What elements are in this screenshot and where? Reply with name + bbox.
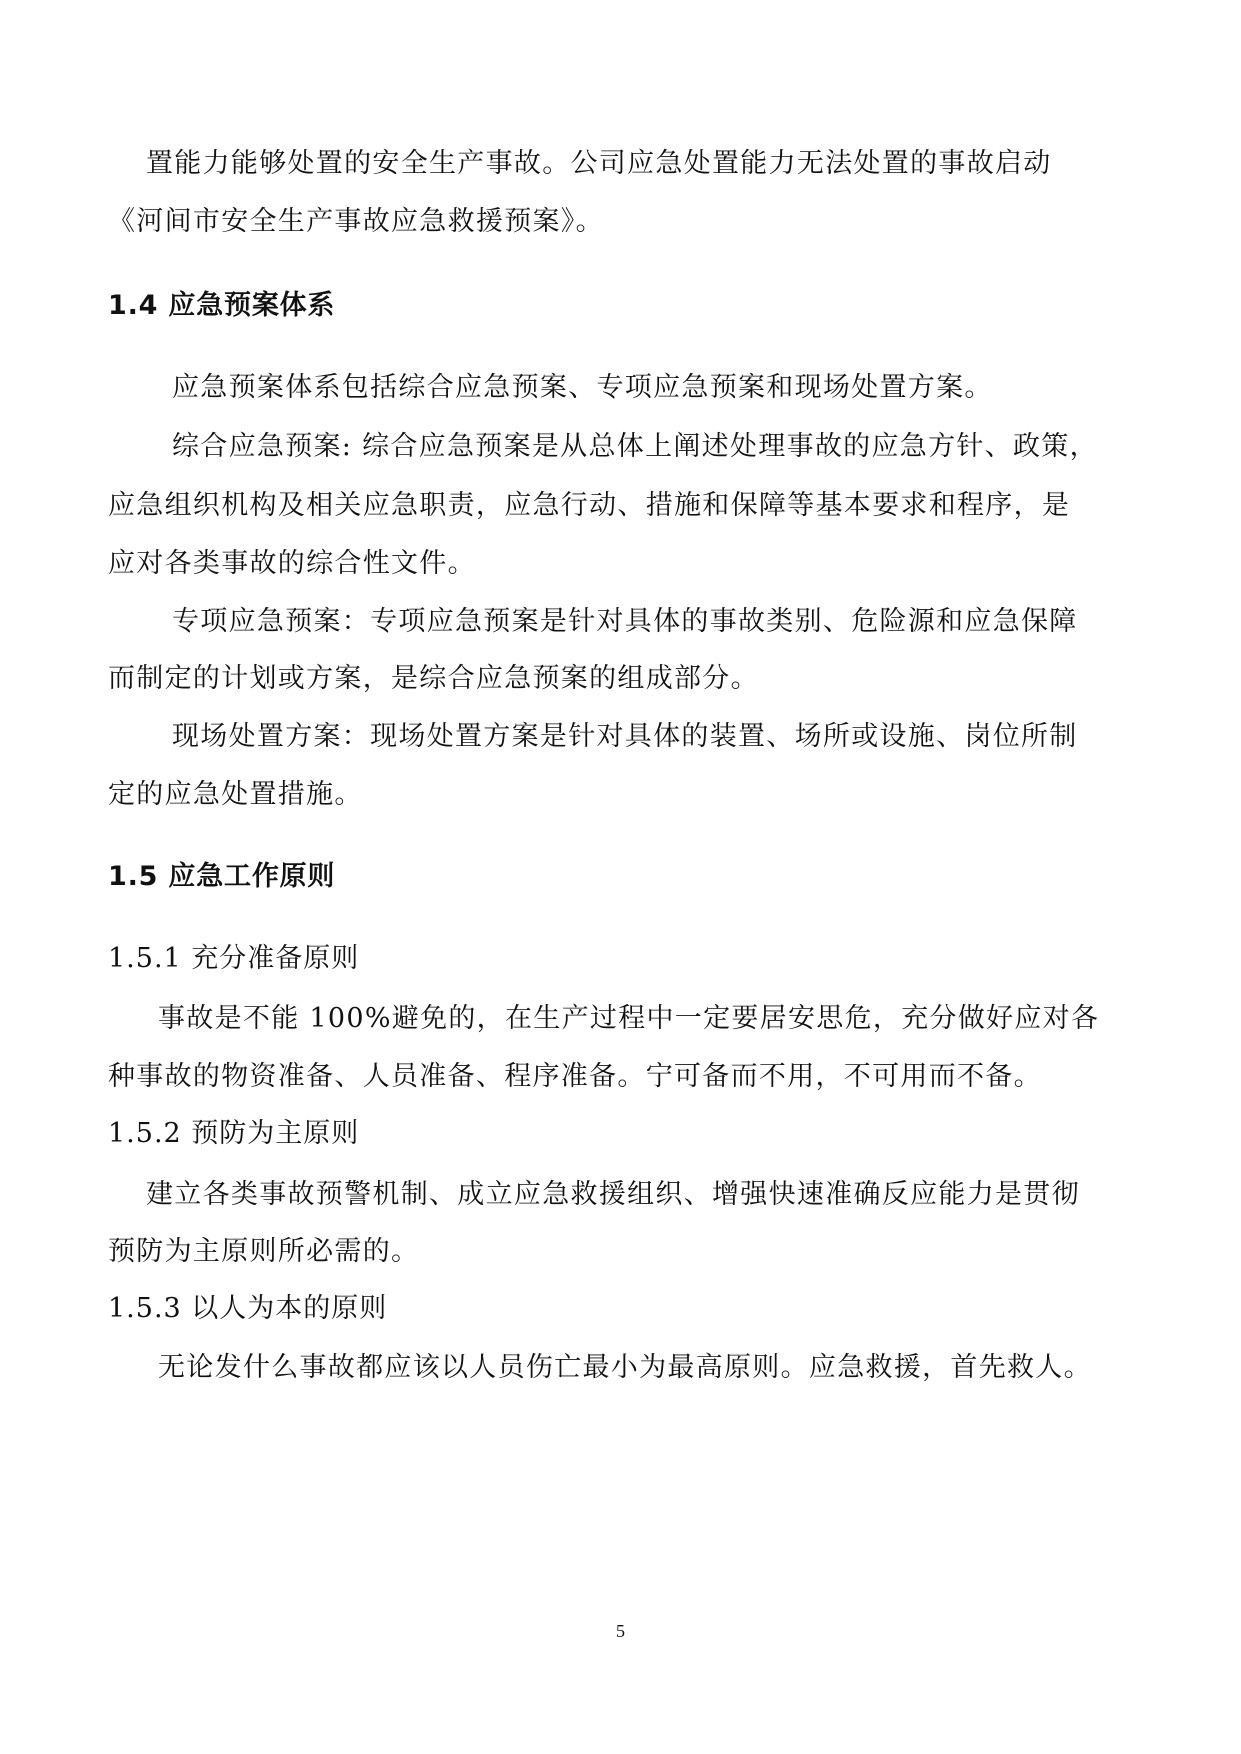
body-line: 预防为主原则所必需的。 bbox=[108, 1236, 420, 1267]
body-line: 专项应急预案：专项应急预案是针对具体的事故类别、危险源和应急保障 bbox=[172, 606, 1078, 637]
body-line: 种事故的物资准备、人员准备、程序准备。宁可备而不用，不可用而不备。 bbox=[108, 1061, 1042, 1092]
body-line: 建立各类事故预警机制、成立应急救援组织、增强快速准确反应能力是贯彻 bbox=[146, 1179, 1080, 1210]
body-line: 而制定的计划或方案，是综合应急预案的组成部分。 bbox=[108, 663, 759, 694]
section-heading: 1.4 应急预案体系 bbox=[108, 290, 336, 321]
body-line: 应急预案体系包括综合应急预案、专项应急预案和现场处置方案。 bbox=[172, 372, 993, 403]
body-line: 应急组织机构及相关应急职责，应急行动、措施和保障等基本要求和程序，是 bbox=[108, 490, 1071, 521]
body-line: 无论发什么事故都应该以人员伤亡最小为最高原则。应急救援，首先救人。 bbox=[158, 1352, 1092, 1383]
subsection-heading: 1.5.2 预防为主原则 bbox=[108, 1118, 360, 1149]
body-line: 现场处置方案：现场处置方案是针对具体的装置、场所或设施、岗位所制 bbox=[172, 721, 1078, 752]
page-number: 5 bbox=[616, 1621, 625, 1641]
body-line: 定的应急处置措施。 bbox=[108, 779, 363, 810]
subsection-heading: 1.5.3 以人为本的原则 bbox=[108, 1293, 388, 1324]
body-line: 《河间市安全生产事故应急救援预案》。 bbox=[108, 206, 604, 237]
section-heading: 1.5 应急工作原则 bbox=[108, 861, 336, 892]
body-line: 事故是不能 100%避免的，在生产过程中一定要居安思危，充分做好应对各 bbox=[158, 1003, 1100, 1034]
body-line: 综合应急预案: 综合应急预案是从总体上阐述处理事故的应急方针、政策， bbox=[172, 431, 1098, 462]
subsection-heading: 1.5.1 充分准备原则 bbox=[108, 943, 360, 974]
body-line: 应对各类事故的综合性文件。 bbox=[108, 548, 476, 579]
body-line: 置能力能够处置的安全生产事故。公司应急处置能力无法处置的事故启动 bbox=[146, 148, 1052, 179]
